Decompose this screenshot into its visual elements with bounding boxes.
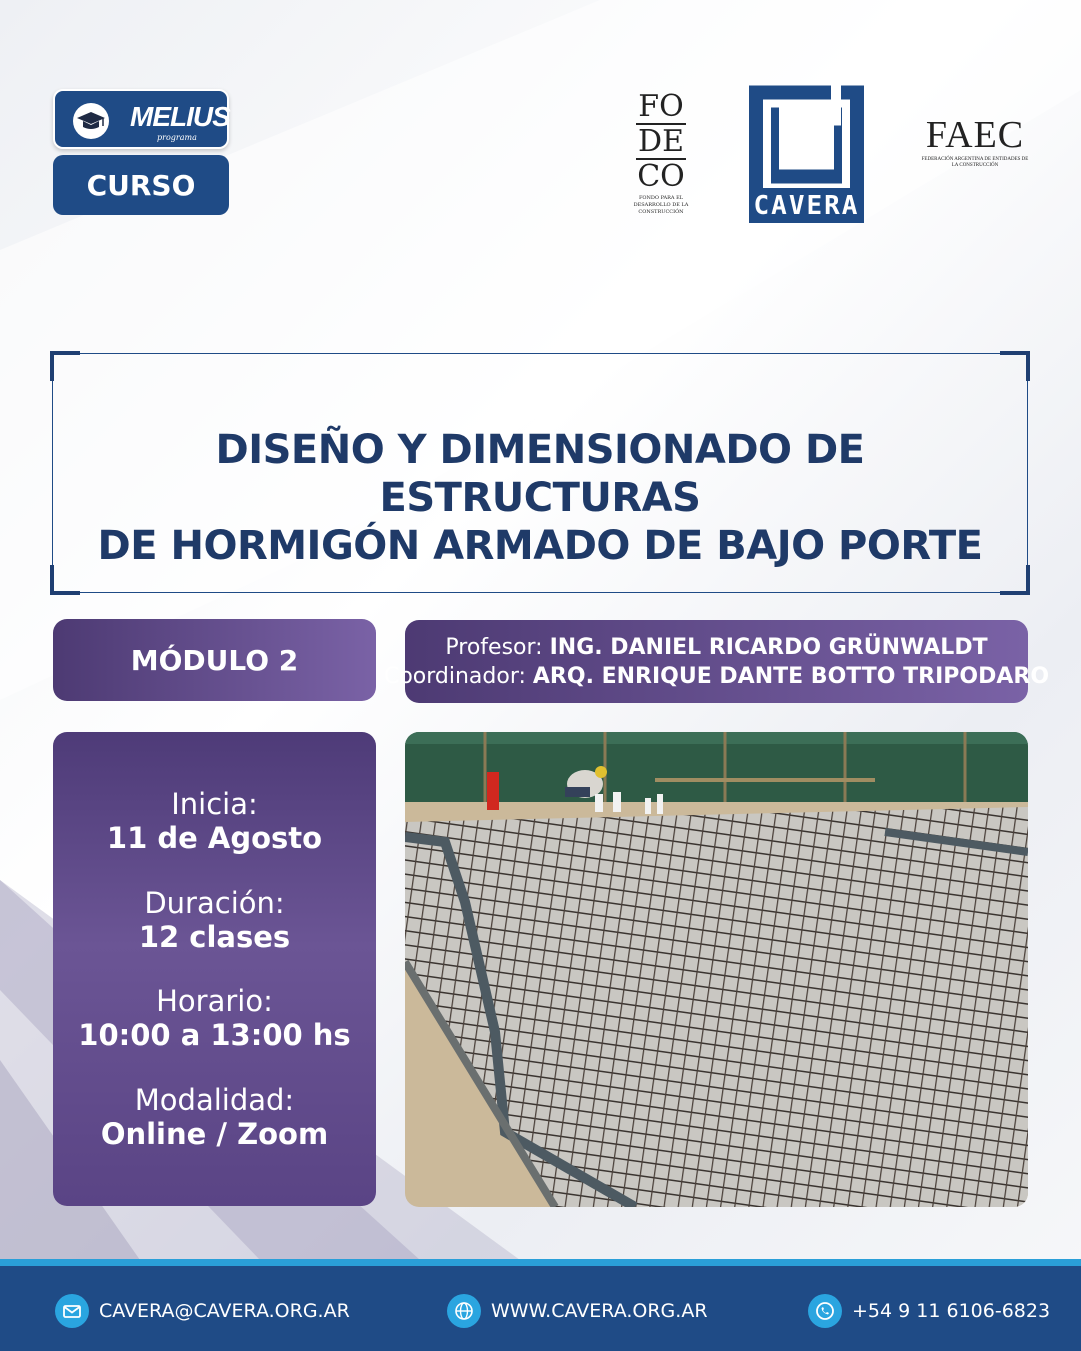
mail-icon bbox=[55, 1294, 89, 1328]
fodeco-line-2: DE bbox=[636, 125, 686, 160]
faec-logo bbox=[920, 115, 1030, 169]
profesor-row bbox=[445, 633, 987, 662]
coordinador-row bbox=[384, 662, 1049, 691]
contact-footer bbox=[0, 1259, 1081, 1351]
graduation-cap-icon bbox=[73, 103, 109, 139]
modalidad-label: Modalidad: bbox=[134, 1082, 295, 1117]
faec-label: FAEC bbox=[925, 114, 1025, 156]
profesor-label: Profesor: bbox=[445, 634, 543, 660]
duracion-item bbox=[139, 886, 290, 954]
website-contact[interactable] bbox=[447, 1294, 708, 1328]
horario-value: 10:00 a 13:00 hs bbox=[78, 1018, 351, 1053]
inicia-value: 11 de Agosto bbox=[106, 821, 323, 856]
inicia-label: Inicia: bbox=[171, 787, 258, 822]
email-contact[interactable] bbox=[55, 1294, 350, 1328]
phone-text: +54 9 11 6106-6823 bbox=[852, 1300, 1051, 1322]
course-title-line-1: DISEÑO Y DIMENSIONADO DE ESTRUCTURAS bbox=[215, 427, 865, 521]
fodeco-line-3: CO bbox=[637, 159, 685, 194]
duracion-label: Duración: bbox=[144, 885, 285, 920]
horario-label: Horario: bbox=[156, 984, 273, 1019]
melius-logo bbox=[53, 89, 229, 149]
horario-item bbox=[78, 984, 350, 1052]
fodeco-line-1: FO bbox=[636, 90, 686, 125]
duracion-value: 12 clases bbox=[138, 919, 291, 954]
construction-photo bbox=[405, 732, 1028, 1207]
course-title-frame bbox=[52, 353, 1028, 593]
course-info-box bbox=[53, 732, 376, 1206]
modalidad-item bbox=[101, 1083, 328, 1151]
melius-sub: programa bbox=[157, 133, 197, 142]
email-text: CAVERA@CAVERA.ORG.AR bbox=[99, 1300, 350, 1322]
website-text: WWW.CAVERA.ORG.AR bbox=[491, 1300, 708, 1322]
phone-contact[interactable] bbox=[808, 1294, 1050, 1328]
profesor-name: ING. DANIEL RICARDO GRÜNWALDT bbox=[549, 634, 988, 660]
coordinador-name: ARQ. ENRIQUE DANTE BOTTO TRIPODARO bbox=[532, 663, 1050, 689]
fodeco-logo bbox=[620, 89, 702, 215]
globe-icon bbox=[447, 1294, 481, 1328]
modalidad-value: Online / Zoom bbox=[100, 1116, 329, 1151]
curso-badge: CURSO bbox=[53, 155, 229, 215]
fodeco-caption: FONDO PARA EL DESARROLLO DE LA CONSTRUCCIÓN bbox=[633, 195, 689, 215]
staff-box bbox=[383, 620, 1050, 703]
module-badge: MÓDULO 2 bbox=[53, 619, 376, 701]
course-title bbox=[53, 426, 1027, 570]
cavera-label: CAVERA bbox=[749, 188, 864, 223]
whatsapp-icon bbox=[808, 1294, 842, 1328]
course-title-line-2: DE HORMIGÓN ARMADO DE BAJO PORTE bbox=[97, 523, 983, 569]
inicia-item bbox=[107, 787, 322, 855]
faec-caption: FEDERACIÓN ARGENTINA DE ENTIDADES DE LA CONSTRUCCIÓN bbox=[921, 157, 1029, 168]
melius-brand: MELIUS bbox=[130, 101, 230, 132]
coordinador-label: Coordinador: bbox=[383, 663, 526, 689]
